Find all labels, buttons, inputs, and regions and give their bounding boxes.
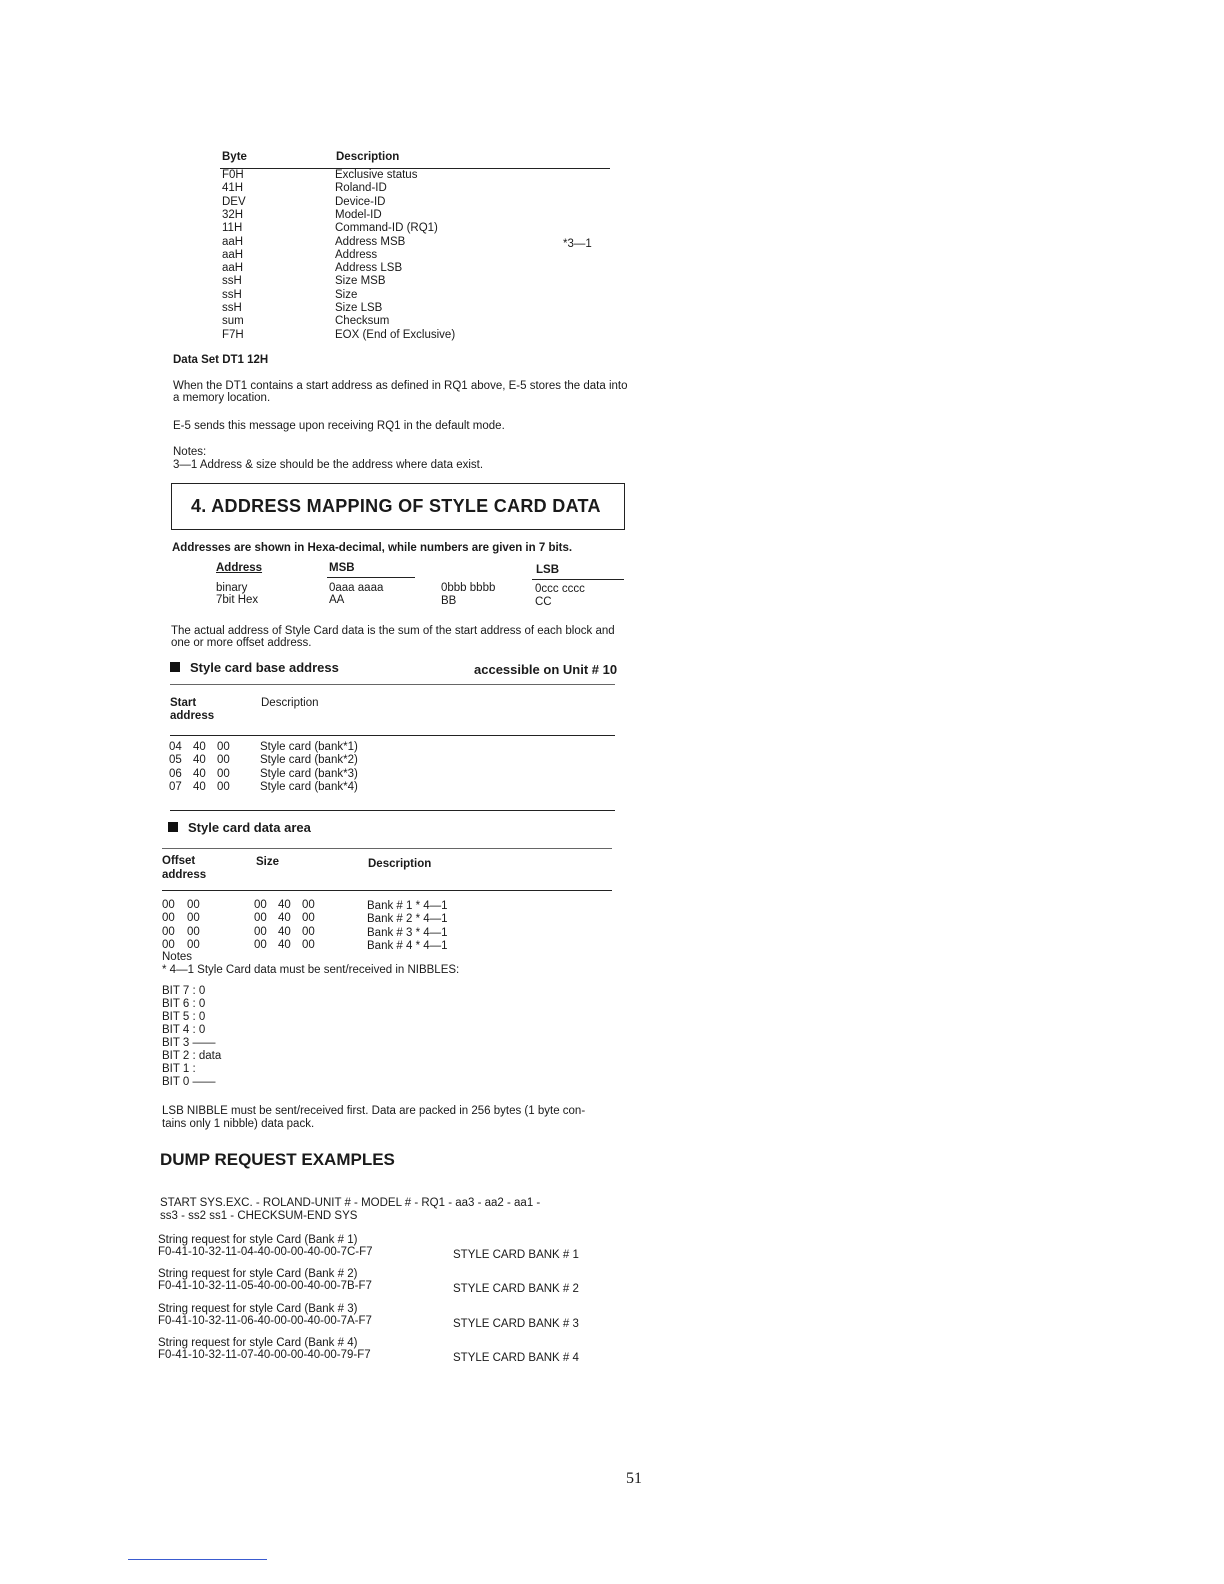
rq1-byte-cell: DEV xyxy=(222,195,246,208)
dump-example-code: F0-41-10-32-11-06-40-00-00-40-00-7A-F7 xyxy=(158,1314,372,1327)
data-col-size: Size xyxy=(256,856,280,868)
rq1-description-cell: Roland-ID xyxy=(335,182,387,195)
base-addr-description: Style card (bank*3) xyxy=(260,767,358,780)
dt1-notes-label: Notes: xyxy=(173,446,207,458)
base-addr-byte: 40 xyxy=(193,741,206,753)
base-addr-byte: 00 xyxy=(217,780,230,793)
size-byte: 40 xyxy=(278,925,291,938)
bit-line: BIT 6 : 0 xyxy=(162,998,206,1010)
base-addr-byte: 00 xyxy=(217,741,230,753)
data-note: * 4—1 Style Card data must be sent/received in NIBBLES: xyxy=(162,964,460,976)
addr-cell: binary xyxy=(216,582,248,594)
base-addr-byte: 04 xyxy=(169,741,182,753)
base-rule-bottom xyxy=(170,810,615,811)
size-byte: 00 xyxy=(302,912,315,925)
size-byte: 00 xyxy=(254,925,267,938)
bit-line: BIT 2 : data xyxy=(162,1050,222,1062)
dump-example-bank: STYLE CARD BANK # 1 xyxy=(453,1249,579,1261)
base-address-heading xyxy=(170,660,339,675)
dump-example-label: String request for style Card (Bank # 1) xyxy=(158,1234,358,1246)
dump-format: START SYS.EXC. - ROLAND-UNIT # - MODEL # - RQ1 - aa3 - aa2 - aa1 - xyxy=(160,1197,541,1209)
data-area-heading xyxy=(168,820,311,835)
offset-byte: 00 xyxy=(162,899,175,911)
section4-para: The actual address of Style Card data is the sum of the start address of each block and xyxy=(171,625,615,637)
page-number: 51 xyxy=(626,1470,642,1487)
rq1-description-cell: Device-ID xyxy=(335,195,386,208)
rq1-byte-cell: aaH xyxy=(222,262,244,275)
rq1-description-cell: EOX (End of Exclusive) xyxy=(335,328,456,341)
msb-rule xyxy=(327,577,415,578)
bit-line: BIT 3 —— xyxy=(162,1037,216,1049)
addr-cell: 0ccc cccc xyxy=(535,583,585,595)
rq1-byte-cell: 41H xyxy=(222,182,244,195)
size-byte: 40 xyxy=(278,912,291,925)
rq1-byte-cell: ssH xyxy=(222,302,242,314)
data-area-description: Bank # 1 * 4—1 xyxy=(367,900,448,912)
data-rule-mid xyxy=(162,890,612,891)
size-byte: 00 xyxy=(302,899,315,911)
dt1-heading: Data Set DT1 12H xyxy=(173,354,269,366)
rq1-description-cell: Checksum xyxy=(335,315,390,328)
rq1-byte-cell: ssH xyxy=(222,275,242,288)
base-rule-mid xyxy=(170,735,615,736)
footer-rule xyxy=(128,1559,267,1560)
base-addr-description: Style card (bank*4) xyxy=(260,780,358,793)
size-byte: 00 xyxy=(302,925,315,938)
dump-format-b: ss3 - ss2 ss1 - CHECKSUM-END SYS xyxy=(160,1210,358,1222)
offset-byte: 00 xyxy=(162,912,175,925)
bit-line: BIT 7 : 0 xyxy=(162,985,206,997)
data-col-offset: Offset xyxy=(162,855,196,867)
dump-example-label: String request for style Card (Bank # 4) xyxy=(158,1336,358,1349)
dump-example-label: String request for style Card (Bank # 2) xyxy=(158,1268,358,1281)
dt1-para2: E-5 sends this message upon receiving RQ1 in the default mode. xyxy=(173,420,505,432)
dump-heading: DUMP REQUEST EXAMPLES xyxy=(160,1150,395,1169)
size-byte: 40 xyxy=(278,899,291,911)
data-col-description: Description xyxy=(368,858,432,870)
rq1-description-cell: Size MSB xyxy=(335,275,386,288)
addr-cell: CC xyxy=(535,596,552,608)
data-notes-label: Notes xyxy=(162,951,193,963)
offset-byte: 00 xyxy=(162,938,175,951)
base-addr-byte: 06 xyxy=(169,767,182,780)
dt1-note1: 3—1 Address & size should be the address where data exist. xyxy=(173,459,484,471)
base-col-address: address xyxy=(170,710,215,722)
dump-example-code: F0-41-10-32-11-04-40-00-00-40-00-7C-F7 xyxy=(158,1246,373,1258)
offset-byte: 00 xyxy=(187,912,200,925)
base-col-description: Description xyxy=(261,697,319,709)
base-addr-byte: 05 xyxy=(169,754,182,767)
rq1-description-cell: Exclusive status xyxy=(335,169,418,181)
base-addr-description: Style card (bank*2) xyxy=(260,754,358,767)
addr-header-lsb: LSB xyxy=(536,564,559,576)
rq1-byte-cell: aaH xyxy=(222,248,244,261)
dump-example-code: F0-41-10-32-11-05-40-00-00-40-00-7B-F7 xyxy=(158,1280,372,1293)
rq1-description-cell: Model-ID xyxy=(335,208,382,221)
rq1-description-cell: Address LSB xyxy=(335,262,403,275)
header-description: Description xyxy=(336,151,400,163)
data-area-description: Bank # 2 * 4—1 xyxy=(367,913,448,926)
dump-example-bank: STYLE CARD BANK # 4 xyxy=(453,1351,579,1364)
dt1-para1: When the DT1 contains a start address as defined in RQ1 above, E-5 stores the data into xyxy=(173,380,628,392)
rq1-description-cell: Size LSB xyxy=(335,302,383,314)
lsb-para-b: tains only 1 nibble) data pack. xyxy=(162,1118,315,1130)
base-address-heading-text: Style card base address xyxy=(190,660,339,675)
section-subtitle: Addresses are shown in Hexa-decimal, while numbers are given in 7 bits. xyxy=(172,542,573,554)
rq1-byte-cell: F0H xyxy=(222,169,244,181)
lsb-rule xyxy=(532,579,624,580)
rq1-byte-cell: ssH xyxy=(222,288,242,301)
base-addr-byte: 40 xyxy=(193,754,206,767)
bit-line: BIT 4 : 0 xyxy=(162,1024,206,1036)
addr-cell: 0aaa aaaa xyxy=(329,582,384,594)
note-ref: *3—1 xyxy=(563,238,592,250)
data-rule-top xyxy=(162,848,612,849)
rq1-byte-cell: 32H xyxy=(222,208,244,221)
base-addr-byte: 40 xyxy=(193,780,206,793)
rq1-description-cell: Address MSB xyxy=(335,235,406,248)
rq1-byte-cell: 11H xyxy=(222,222,243,235)
addr-cell: 7bit Hex xyxy=(216,594,259,606)
section-title: 4. ADDRESS MAPPING OF STYLE CARD DATA xyxy=(191,496,601,516)
dt1-para1b: a memory location. xyxy=(173,392,271,404)
addr-cell: 0bbb bbbb xyxy=(441,582,496,594)
dump-example-label: String request for style Card (Bank # 3) xyxy=(158,1302,358,1315)
addr-header-address: Address xyxy=(216,562,263,574)
base-rule-top xyxy=(170,684,615,685)
rq1-description-cell: Address xyxy=(335,248,378,261)
bit-line: BIT 1 : xyxy=(162,1063,196,1075)
base-addr-byte: 00 xyxy=(217,767,230,780)
bullet-square-icon xyxy=(170,662,180,672)
lsb-para: LSB NIBBLE must be sent/received first. Data are packed in 256 bytes (1 byte con- xyxy=(162,1105,586,1117)
base-addr-description: Style card (bank*1) xyxy=(260,741,358,753)
offset-byte: 00 xyxy=(187,899,200,911)
addr-header-msb: MSB xyxy=(329,562,355,574)
accessible-unit: accessible on Unit # 10 xyxy=(474,662,618,677)
size-byte: 00 xyxy=(302,938,315,951)
rq1-description-cell: Size xyxy=(335,288,358,301)
dump-example-code: F0-41-10-32-11-07-40-00-00-40-00-79-F7 xyxy=(158,1348,371,1361)
dump-example-bank: STYLE CARD BANK # 2 xyxy=(453,1283,579,1296)
header-byte: Byte xyxy=(222,151,247,163)
rq1-byte-cell: sum xyxy=(222,315,244,328)
section-title-box xyxy=(171,483,625,530)
bit-line: BIT 5 : 0 xyxy=(162,1011,206,1023)
size-byte: 40 xyxy=(278,938,291,951)
base-addr-byte: 40 xyxy=(193,767,206,780)
size-byte: 00 xyxy=(254,938,267,951)
dump-example-bank: STYLE CARD BANK # 3 xyxy=(453,1317,579,1330)
size-byte: 00 xyxy=(254,899,267,911)
base-addr-byte: 00 xyxy=(217,754,230,767)
offset-byte: 00 xyxy=(162,925,175,938)
rq1-byte-cell: F7H xyxy=(222,328,244,341)
bit-line: BIT 0 —— xyxy=(162,1076,216,1088)
data-area-description: Bank # 3 * 4—1 xyxy=(367,926,448,939)
data-col-address: address xyxy=(162,869,207,881)
rq1-description-cell: Command-ID (RQ1) xyxy=(335,222,438,235)
offset-byte: 00 xyxy=(187,925,200,938)
data-area-description: Bank # 4 * 4—1 xyxy=(367,939,448,952)
addr-cell: AA xyxy=(329,594,345,606)
rq1-byte-cell: aaH xyxy=(222,235,244,248)
base-col-start: Start xyxy=(170,697,197,709)
offset-byte: 00 xyxy=(187,938,200,951)
bullet-square-icon xyxy=(168,822,178,832)
base-addr-byte: 07 xyxy=(169,780,182,793)
addr-cell: BB xyxy=(441,595,457,607)
size-byte: 00 xyxy=(254,912,267,925)
data-area-heading-text: Style card data area xyxy=(188,820,311,835)
section4-para-b: one or more offset address. xyxy=(171,637,312,649)
